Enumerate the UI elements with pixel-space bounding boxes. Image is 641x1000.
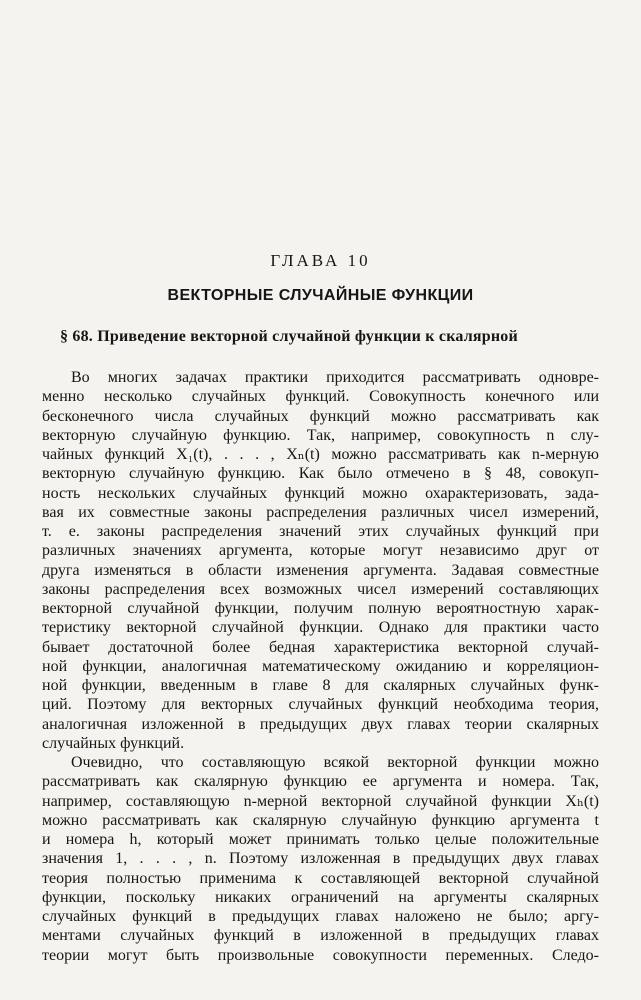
text-line: например, составляющую n-мерной векторной случайной функции Xₕ(t)	[42, 792, 599, 810]
text-line: ментами случайных функций в изложенной в предыдущих главах	[42, 927, 599, 945]
text-line: функции, поскольку никаких ограничений на аргументы скалярных	[42, 888, 599, 906]
text-line: аналогичная изложенной в предыдущих двух главах теории скалярных	[42, 715, 599, 733]
text-line: теории могут быть произвольные совокупности переменных. Следо-	[42, 946, 599, 964]
section-title: § 68. Приведение векторной случайной функции к скалярной	[60, 328, 518, 345]
text-line: друга изменяться в области изменения аргумента. Задавая совместные	[42, 561, 599, 579]
text-line: векторную случайную функцию. Так, например, совокупность n слу-	[42, 426, 599, 444]
text-line: векторную случайную функцию. Как было отмечено в § 48, совокуп-	[42, 465, 599, 483]
text-line: менно несколько случайных функций. Совокупность конечного или	[42, 388, 599, 406]
text-line: теристику векторной случайной функции. Однако для практики часто	[42, 619, 599, 637]
text-line: можно рассматривать как скалярную случайную функцию аргумента t	[42, 811, 599, 829]
text-line: значения 1, . . . , n. Поэтому изложенная в предыдущих двух главах	[42, 850, 599, 868]
text-line: ной функции, аналогичная математическому ожиданию и корреляцион-	[42, 657, 599, 675]
text-line: векторной случайной функции, получим полную вероятностную харак-	[42, 600, 599, 617]
text-line: ций. Поэтому для векторных случайных функций необходима теория,	[42, 696, 599, 714]
text-line: законы распределения всех возможных чисел измерений составляющих	[42, 580, 599, 598]
text-line: ной функции, введенным в главе 8 для скалярных случайных функ-	[42, 677, 599, 694]
text-line: теория полностью применима к составляющей векторной случайной	[42, 869, 599, 887]
text-line: т. е. законы распределения значений этих случайных функций при	[42, 523, 599, 540]
text-line: Во многих задачах практики приходится рассматривать одновре-	[71, 369, 599, 386]
chapter-label: ГЛАВА 10	[270, 251, 371, 270]
text-line: ность нескольких случайных функций можно охарактеризовать, зада-	[42, 484, 599, 502]
text-line: Очевидно, что составляющую всякой векторной функции можно	[71, 754, 599, 771]
text-line: чайных функций X₁(t), . . . , Xₙ(t) можно рассматривать как n-мерную	[42, 446, 599, 463]
text-line: бывает достаточной более бедная характеристика векторной случай-	[42, 638, 599, 656]
text-line: различных значениях аргумента, которые могут независимо друг от	[42, 542, 599, 560]
text-line: рассматривать как скалярную функцию ее аргумента и номера. Так,	[42, 773, 599, 791]
chapter-title: ВЕКТОРНЫЕ СЛУЧАЙНЫЕ ФУНКЦИИ	[167, 287, 474, 304]
text-line: бесконечного числа случайных функций можно рассматривать как	[42, 407, 599, 425]
text-line: случайных функций.	[42, 734, 185, 752]
text-line: и номера h, который может принимать только целые положительные	[42, 831, 599, 848]
body-text	[42, 368, 599, 965]
text-line: вая их совместные законы распределения различных чисел измерений,	[42, 503, 599, 521]
text-line: случайных функций в предыдущих главах наложено не было; аргу-	[42, 908, 599, 925]
